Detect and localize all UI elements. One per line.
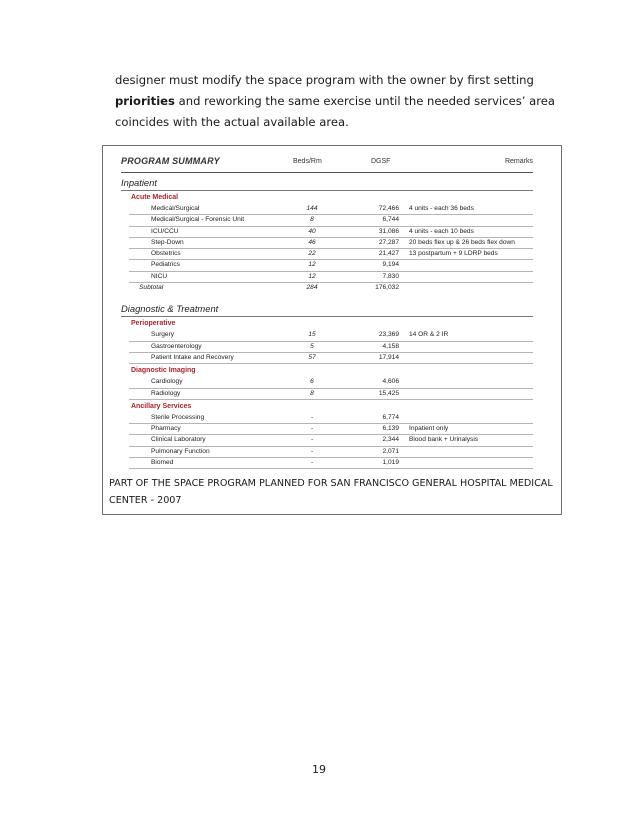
row-dgsf: 6,139 [382,425,399,433]
table-row [129,389,533,400]
paragraph-bold-term: priorities [115,94,175,108]
column-header-remarks: Remarks [504,158,533,165]
group-rows [129,330,533,364]
row-beds: 40 [308,227,316,235]
row-remarks: 14 OR & 2 IR [409,331,449,339]
row-beds: 12 [308,272,316,280]
figure-caption: PART OF THE SPACE PROGRAM PLANNED FOR SAN FRANCISCO GENERAL HOSPITAL MEDICAL CENTER - 2007 [109,478,553,506]
group-title: Ancillary Services [131,402,192,410]
row-name: Obstetrics [151,250,181,258]
row-beds: - [310,459,314,467]
table-row [129,377,533,388]
row-dgsf: 17,914 [378,353,399,361]
table-row [129,413,533,424]
table-row [129,353,533,364]
row-name: Gastroenterology [151,342,202,350]
table-row [129,458,533,469]
row-dgsf: 21,427 [378,250,399,258]
section-rule [121,190,533,191]
row-dgsf: 176,032 [375,284,399,292]
table-title: PROGRAM SUMMARY [121,156,220,166]
row-dgsf: 6,744 [382,216,399,224]
body-paragraph [115,70,555,133]
row-name: Cardiology [151,378,183,386]
row-dgsf: 2,071 [382,447,399,455]
row-dgsf: 4,158 [382,342,399,350]
row-beds: 15 [308,331,316,339]
table-row [129,342,533,353]
row-beds: 8 [310,216,314,224]
group-title: Diagnostic Imaging [131,367,196,375]
row-dgsf: 6,774 [382,413,399,421]
row-dgsf: 9,194 [382,261,399,269]
row-beds: 12 [308,261,316,269]
row-beds: 144 [306,205,318,212]
program-summary-table [121,156,533,469]
row-name: Surgery [151,331,175,339]
row-dgsf: 23,369 [378,331,399,339]
row-remarks: 4 units - each 10 beds [409,227,474,235]
row-remarks: 13 postpartum + 9 LDRP beds [409,250,498,258]
row-name: Pharmacy [151,425,181,433]
row-name: Step-Down [151,238,184,246]
row-remarks: 4 units - each 36 beds [409,205,474,212]
row-remarks: Blood bank + Urinalysis [409,436,479,444]
table-row [129,238,533,249]
table-row [129,215,533,226]
row-name: Medical/Surgical - Forensic Unit [151,216,245,224]
row-name: Pediatrics [151,261,180,269]
row-name: Sterile Processing [151,413,205,421]
table-row [129,424,533,435]
row-name: Biomed [151,459,174,467]
subtotal-block [129,283,533,293]
table-row [129,330,533,341]
group-title: Perioperative [131,320,176,328]
table-sections [121,177,533,469]
row-beds: - [310,447,314,455]
group-rows [129,204,533,283]
row-beds: 57 [308,353,316,361]
row-dgsf: 31,086 [378,227,399,235]
table-row [129,272,533,283]
paragraph-text-end: and reworking the same exercise until the needed services’ area coincides with the actual available area. [115,94,555,129]
section-title: Diagnostic & Treatment [121,303,219,315]
row-beds: 8 [310,389,314,397]
row-name: Patient Intake and Recovery [151,353,234,361]
page-number: 19 [312,763,326,776]
table-row [129,447,533,458]
group-rows [129,377,533,400]
row-name: ICU/CCU [151,227,179,235]
row-beds: - [310,425,314,433]
section-title: Inpatient [121,177,157,188]
table-row [129,204,533,215]
table-row [129,435,533,446]
row-beds: 22 [308,250,316,258]
row-dgsf: 1,019 [382,459,399,467]
row-dgsf: 2,344 [382,436,399,444]
row-name: NICU [151,272,168,280]
row-beds: 46 [308,238,316,246]
row-dgsf: 72,466 [378,205,399,212]
table-row [129,227,533,238]
row-remarks: Inpatient only [409,425,449,433]
column-header-dgsf: DGSF [371,158,391,165]
group-title: Acute Medical [131,194,179,201]
table-row [129,249,533,260]
row-dgsf: 4,606 [382,378,399,386]
section-rule [121,316,533,317]
row-name: Pulmonary Function [151,447,210,455]
column-header-beds: Beds/Rm [293,158,322,165]
paragraph-text-start: designer must modify the space program with the owner by first setting [115,73,534,87]
row-beds: - [310,436,314,444]
group-rows [129,413,533,469]
figure-box [102,145,562,515]
subtotal-row [129,283,533,293]
row-dgsf: 27,287 [378,238,399,246]
row-name: Subtotal [139,284,164,292]
row-name: Medical/Surgical [151,205,200,212]
row-dgsf: 7,830 [382,272,399,280]
header-rule [121,172,533,173]
row-dgsf: 15,425 [378,389,399,397]
section-gap [121,293,533,299]
row-name: Clinical Laboratory [151,436,206,444]
row-beds: 5 [310,342,314,350]
table-row [129,260,533,271]
row-remarks: 20 beds flex up & 26 beds flex down [409,238,515,246]
table-header [121,156,533,172]
row-name: Radiology [151,389,181,397]
row-beds: - [310,413,314,421]
row-beds: 284 [306,284,318,292]
row-beds: 6 [310,378,314,386]
